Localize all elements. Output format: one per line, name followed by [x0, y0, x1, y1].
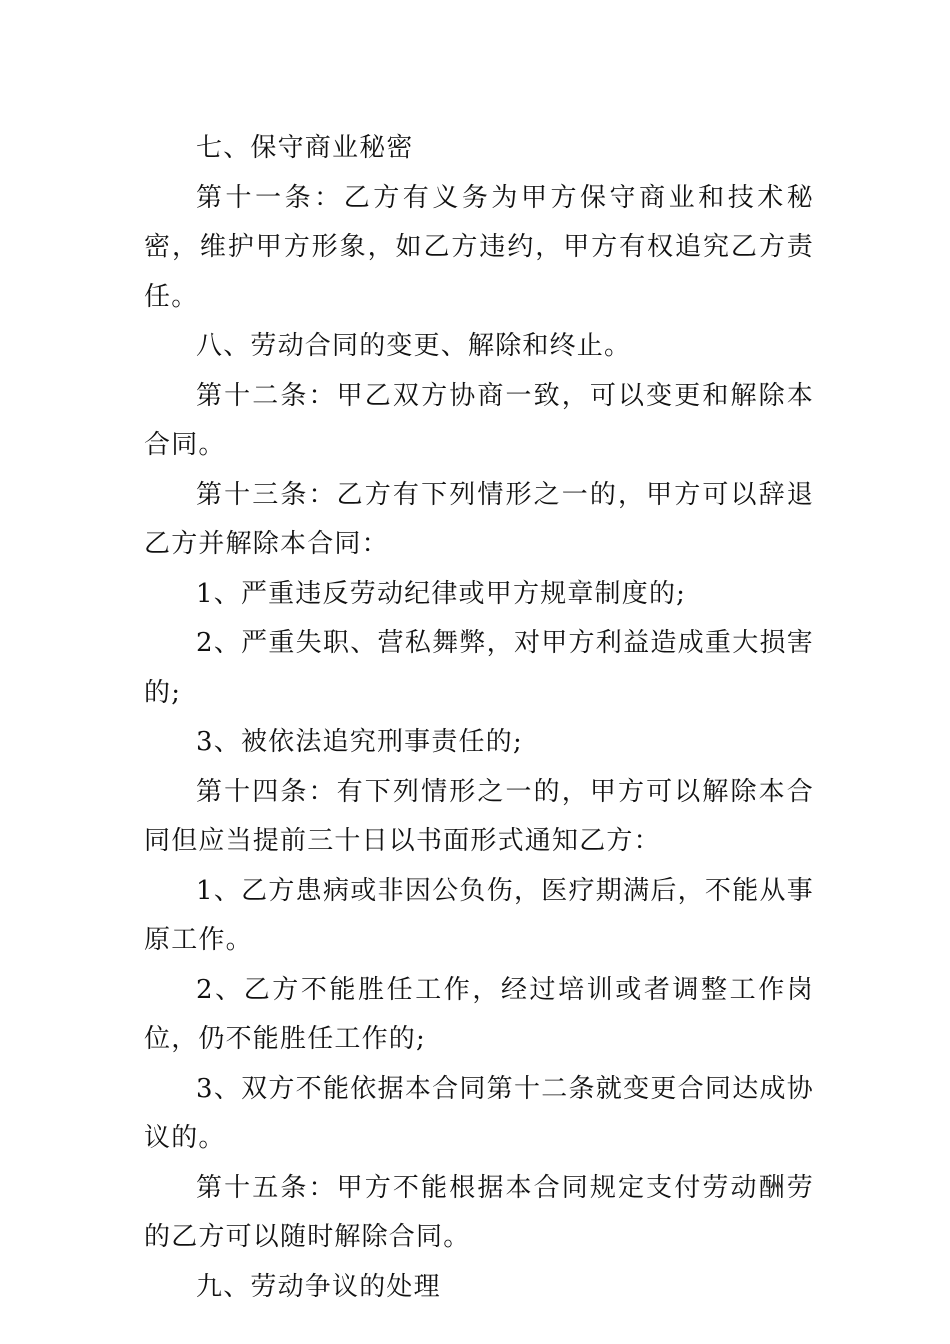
article-13: 第十三条：乙方有下列情形之一的，甲方可以辞退乙方并解除本合同：	[144, 479, 814, 559]
article-13-item-2: 2、严重失职、营私舞弊，对甲方利益造成重大损害的;	[144, 628, 814, 708]
article-14-item-3: 3、双方不能依据本合同第十二条就变更合同达成协议的。	[144, 1073, 814, 1153]
section-heading-7: 七、保守商业秘密	[196, 133, 414, 163]
section-heading-8: 八、劳动合同的变更、解除和终止。	[196, 331, 632, 361]
section-heading-9: 九、劳动争议的处理	[196, 1271, 441, 1302]
article-14-item-1: 1、乙方患病或非因公负伤，医疗期满后，不能从事原工作。	[144, 875, 814, 955]
article-14-item-2: 2、乙方不能胜任工作，经过培训或者调整工作岗位，仍不能胜任工作的;	[144, 974, 814, 1054]
article-11: 第十一条：乙方有义务为甲方保守商业和技术秘密，维护甲方形象，如乙方违约，甲方有权追究乙方责任。	[144, 182, 814, 312]
article-15: 第十五条：甲方不能根据本合同规定支付劳动酬劳的乙方可以随时解除合同。	[144, 1172, 814, 1252]
article-14: 第十四条：有下列情形之一的，甲方可以解除本合同但应当提前三十日以书面形式通知乙方：	[144, 776, 814, 856]
article-13-item-3: 3、被依法追究刑事责任的;	[196, 727, 523, 757]
document-body	[144, 124, 814, 1312]
article-12: 第十二条：甲乙双方协商一致，可以变更和解除本合同。	[144, 380, 814, 460]
article-13-item-1: 1、严重违反劳动纪律或甲方规章制度的;	[196, 578, 687, 609]
